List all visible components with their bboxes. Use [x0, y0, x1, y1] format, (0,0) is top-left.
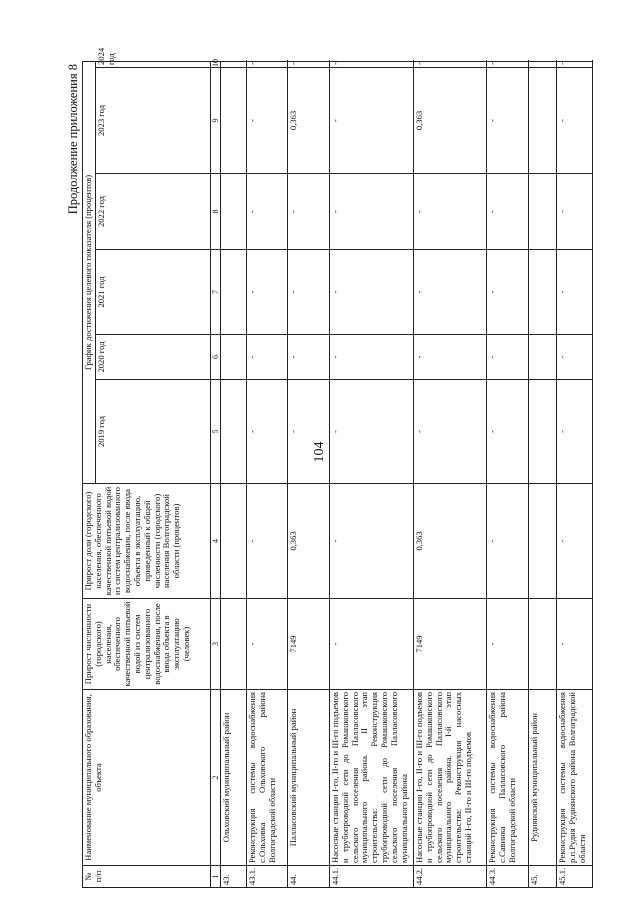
column-number: 9: [211, 68, 221, 174]
header-year-2019: 2019 год: [96, 380, 211, 484]
row-population: [529, 599, 557, 690]
row-number: 43.1.: [247, 866, 288, 888]
row-number: 45.: [529, 866, 557, 888]
row-year-2024: -: [288, 61, 330, 67]
row-year-2019: -: [247, 380, 288, 484]
row-year-2022: -: [487, 174, 529, 250]
row-population: -: [487, 599, 529, 690]
table-row: [529, 61, 557, 887]
row-year-2019: -: [330, 380, 414, 484]
table-row: [288, 61, 330, 887]
header-population: Прирост численности (городского) населения, обеспеченного качественной питьевой водой из систем централизованного водоснабжения, после ввода объекта в эксплуатацию (человек): [83, 599, 211, 690]
row-year-2023: -: [330, 68, 414, 174]
row-year-2020: -: [247, 335, 288, 380]
row-population: [221, 599, 247, 690]
row-year-2020: [221, 335, 247, 380]
column-number: 6: [211, 335, 221, 380]
header-year-2024: 2024 год: [96, 61, 211, 67]
column-number: 5: [211, 380, 221, 484]
row-year-2019: [221, 380, 247, 484]
page-number: 104: [312, 441, 327, 463]
row-year-2021: -: [557, 250, 593, 335]
row-number: 44.3.: [487, 866, 529, 888]
row-year-2021: [529, 250, 557, 335]
row-year-2022: -: [414, 174, 487, 250]
row-name: Насосные станции I-го, II-го и III-го подъемов и трубопроводной сети до Ромашковского сельского поселения Палласовского муниципального района. I-й этап строительства: Реконструкция насосных станций I-го, II-го и III-го подъемов: [414, 690, 487, 866]
row-year-2019: -: [487, 380, 529, 484]
row-year-2021: -: [414, 250, 487, 335]
row-year-2022: -: [557, 174, 593, 250]
table-row: [221, 61, 247, 887]
row-year-2020: -: [330, 335, 414, 380]
column-number: 1: [211, 866, 221, 888]
rotated-page-content: [66, 47, 593, 888]
continuation-title: Продолжение приложения 8: [66, 64, 80, 215]
row-year-2023: 0,363: [288, 68, 330, 174]
row-year-2024: -: [330, 61, 414, 67]
row-year-2020: -: [487, 335, 529, 380]
header-row-top: [83, 61, 96, 887]
row-year-2022: [221, 174, 247, 250]
row-name: Палласовский муниципальный район: [288, 690, 330, 866]
row-number: 45.1.: [557, 866, 593, 888]
column-number: 3: [211, 599, 221, 690]
table-row: [414, 61, 487, 887]
table-row: [247, 61, 288, 887]
row-year-2023: [529, 68, 557, 174]
row-year-2021: -: [487, 250, 529, 335]
row-year-2024: -: [557, 61, 593, 67]
header-year-2022: 2022 год: [96, 174, 211, 250]
header-name: Наименование муниципального образования, объекта: [83, 690, 211, 866]
row-year-2019: [529, 380, 557, 484]
table-row: [330, 61, 414, 887]
row-year-2022: [529, 174, 557, 250]
header-year-2023: 2023 год: [96, 68, 211, 174]
row-name: Реконструкция системы водоснабжения с.Ольховка Ольховского района Волгоградской области: [247, 690, 288, 866]
row-population: -: [557, 599, 593, 690]
row-year-2024: -: [487, 61, 529, 67]
header-year-2020: 2020 год: [96, 335, 211, 380]
row-population: 7149: [288, 599, 330, 690]
row-year-2021: -: [288, 250, 330, 335]
row-year-2021: -: [247, 250, 288, 335]
row-name: Реконструкция системы водоснабжения р.п.Рудня Руднянского района Волгоградской области: [557, 690, 593, 866]
header-year-2021: 2021 год: [96, 250, 211, 335]
row-share: -: [247, 484, 288, 599]
row-name: Руднянский муниципальный район: [529, 690, 557, 866]
row-year-2021: -: [330, 250, 414, 335]
column-number: 4: [211, 484, 221, 599]
table-row: [487, 61, 529, 887]
row-year-2022: -: [330, 174, 414, 250]
header-schedule: График достижения целевого показателя (процентов): [83, 61, 96, 483]
header-no: № п/п: [83, 866, 211, 888]
row-share: 0,363: [288, 484, 330, 599]
row-year-2020: -: [414, 335, 487, 380]
row-year-2024: [221, 61, 247, 67]
row-year-2021: [221, 250, 247, 335]
header-share: Прирост доли (городского) населения, обеспеченного качественной питьевой водой из систем централизованного водоснабжения, после ввода объекта в эксплуатацию, приведенный к общей численности (городского) населения Волгоградской области (процентов): [83, 484, 211, 599]
row-share: [221, 484, 247, 599]
column-number: 10: [211, 59, 220, 67]
row-share: -: [330, 484, 414, 599]
row-year-2023: -: [247, 68, 288, 174]
row-year-2024: -: [414, 61, 487, 67]
row-year-2019: -: [288, 380, 330, 484]
row-year-2020: -: [557, 335, 593, 380]
row-name: Ольховский муниципальный район: [221, 690, 247, 866]
row-year-2023: -: [487, 68, 529, 174]
row-year-2023: 0,363: [414, 68, 487, 174]
row-population: 7149: [414, 599, 487, 690]
column-number: 8: [211, 174, 221, 250]
row-year-2019: -: [557, 380, 593, 484]
row-number: 44.: [288, 866, 330, 888]
row-number: 44.1.: [330, 866, 414, 888]
row-population: -: [330, 599, 414, 690]
row-share: [529, 484, 557, 599]
row-share: 0,363: [414, 484, 487, 599]
column-number: 7: [211, 250, 221, 335]
column-number: 2: [211, 690, 221, 866]
target-indicator-table: [82, 47, 593, 888]
row-year-2024: [529, 61, 557, 67]
row-year-2022: -: [288, 174, 330, 250]
row-number: 43.: [221, 866, 247, 888]
row-year-2019: -: [414, 380, 487, 484]
table-row: [557, 61, 593, 887]
row-share: -: [487, 484, 529, 599]
row-name: Насосные станции I-го, II-го и III-го подъемов и трубопроводной сети до Ромашковского сельского поселения Палласовского муниципального района. II этап строительства: Реконструкция трубопроводной сети до Ромашковского сельского поселения Палласовского муниципального района: [330, 690, 414, 866]
row-year-2024: -: [247, 61, 288, 67]
row-year-2020: [529, 335, 557, 380]
row-year-2022: -: [247, 174, 288, 250]
row-number: 44.2.: [414, 866, 487, 888]
row-share: -: [557, 484, 593, 599]
row-name: Реконструкция системы водоснабжения с.Савинка Палласовского района Волгоградской области: [487, 690, 529, 866]
row-year-2020: -: [288, 335, 330, 380]
row-year-2023: [221, 68, 247, 174]
row-population: -: [247, 599, 288, 690]
column-number-row: [211, 61, 221, 887]
row-year-2023: -: [557, 68, 593, 174]
